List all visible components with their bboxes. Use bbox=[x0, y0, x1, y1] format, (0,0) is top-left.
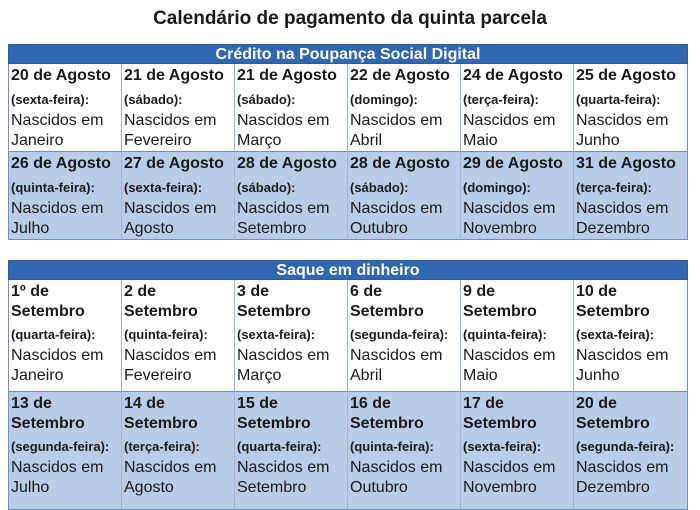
birth-month-label: Nascidos em Julho bbox=[11, 459, 104, 496]
cash-cell bbox=[9, 280, 122, 392]
page-title: Calendário de pagamento da quinta parcela bbox=[153, 8, 547, 29]
credit-cell bbox=[348, 64, 461, 152]
credit-cell bbox=[122, 152, 235, 240]
birth-month-label: Nascidos em Setembro bbox=[237, 459, 330, 496]
weekday-label: (terça-feira): bbox=[576, 180, 652, 195]
cash-withdrawal-table bbox=[8, 260, 688, 510]
weekday-label: (sábado): bbox=[350, 180, 409, 195]
weekday-label: (segunda-feira): bbox=[11, 439, 110, 454]
birth-month-label: Nascidos em Novembro bbox=[463, 459, 556, 496]
payment-date: 27 de Agosto bbox=[124, 155, 224, 172]
birth-month-label: Nascidos em Maio bbox=[463, 112, 556, 149]
weekday-label: (quinta-feira): bbox=[350, 439, 434, 454]
birth-month-label: Nascidos em Fevereiro bbox=[124, 112, 217, 149]
weekday-label: (sábado): bbox=[237, 180, 296, 195]
payment-date: 21 de Agosto bbox=[124, 67, 224, 84]
weekday-label: (domingo): bbox=[350, 92, 418, 107]
weekday-label: (quarta-feira): bbox=[11, 327, 96, 342]
birth-month-label: Nascidos em Julho bbox=[11, 200, 104, 237]
cash-cell bbox=[574, 392, 687, 510]
weekday-label: (segunda-feira): bbox=[350, 327, 449, 342]
weekday-label: (domingo): bbox=[463, 180, 531, 195]
weekday-label: (segunda-feira): bbox=[576, 439, 675, 454]
credit-cell bbox=[235, 64, 348, 152]
payment-date: 16 de Setembro bbox=[350, 395, 424, 432]
payment-date: 17 de Setembro bbox=[463, 395, 537, 432]
payment-date: 21 de Agosto bbox=[237, 67, 337, 84]
birth-month-label: Nascidos em Março bbox=[237, 112, 330, 149]
birth-month-label: Nascidos em Fevereiro bbox=[124, 347, 217, 384]
payment-date: 3 de Setembro bbox=[237, 283, 311, 320]
credit-grid bbox=[8, 64, 688, 240]
credit-cell bbox=[9, 152, 122, 240]
cash-cell bbox=[574, 280, 687, 392]
payment-date: 9 de Setembro bbox=[463, 283, 537, 320]
weekday-label: (sexta-feira): bbox=[463, 439, 542, 454]
birth-month-label: Nascidos em Agosto bbox=[124, 200, 217, 237]
payment-date: 28 de Agosto bbox=[237, 155, 337, 172]
payment-date: 26 de Agosto bbox=[11, 155, 111, 172]
credit-cell bbox=[122, 64, 235, 152]
weekday-label: (sábado): bbox=[124, 92, 183, 107]
birth-month-label: Nascidos em Maio bbox=[463, 347, 556, 384]
payment-date: 6 de Setembro bbox=[350, 283, 424, 320]
birth-month-label: Nascidos em Dezembro bbox=[576, 200, 669, 237]
credit-cell bbox=[574, 64, 687, 152]
weekday-label: (sábado): bbox=[237, 92, 296, 107]
weekday-label: (terça-feira): bbox=[463, 92, 539, 107]
payment-date: 20 de Setembro bbox=[576, 395, 650, 432]
cash-cell bbox=[122, 280, 235, 392]
birth-month-label: Nascidos em Janeiro bbox=[11, 347, 104, 384]
cash-cell bbox=[235, 392, 348, 510]
credit-calendar-table bbox=[8, 44, 688, 240]
payment-date: 31 de Agosto bbox=[576, 155, 676, 172]
payment-date: 28 de Agosto bbox=[350, 155, 450, 172]
birth-month-label: Nascidos em Outubro bbox=[350, 459, 443, 496]
weekday-label: (quinta-feira): bbox=[463, 327, 547, 342]
cash-cell bbox=[461, 392, 574, 510]
payment-date: 15 de Setembro bbox=[237, 395, 311, 432]
cash-section-header: Saque em dinheiro bbox=[8, 260, 688, 280]
credit-cell bbox=[461, 152, 574, 240]
birth-month-label: Nascidos em Abril bbox=[350, 112, 443, 149]
payment-date: 14 de Setembro bbox=[124, 395, 198, 432]
credit-section-header: Crédito na Poupança Social Digital bbox=[8, 44, 688, 64]
payment-date: 20 de Agosto bbox=[11, 67, 111, 84]
birth-month-label: Nascidos em Junho bbox=[576, 112, 669, 149]
payment-date: 24 de Agosto bbox=[463, 67, 563, 84]
weekday-label: (quarta-feira): bbox=[576, 92, 661, 107]
payment-date: 13 de Setembro bbox=[11, 395, 85, 432]
payment-date: 29 de Agosto bbox=[463, 155, 563, 172]
weekday-label: (sexta-feira): bbox=[11, 92, 90, 107]
cash-cell bbox=[348, 280, 461, 392]
cash-grid bbox=[8, 280, 688, 510]
birth-month-label: Nascidos em Dezembro bbox=[576, 459, 669, 496]
cash-cell bbox=[9, 392, 122, 510]
birth-month-label: Nascidos em Agosto bbox=[124, 459, 217, 496]
weekday-label: (terça-feira): bbox=[124, 439, 200, 454]
credit-cell bbox=[235, 152, 348, 240]
birth-month-label: Nascidos em Novembro bbox=[463, 200, 556, 237]
credit-cell bbox=[348, 152, 461, 240]
payment-date: 25 de Agosto bbox=[576, 67, 676, 84]
weekday-label: (quinta-feira): bbox=[124, 327, 208, 342]
weekday-label: (sexta-feira): bbox=[576, 327, 655, 342]
weekday-label: (quarta-feira): bbox=[237, 439, 322, 454]
cash-cell bbox=[235, 280, 348, 392]
cash-cell bbox=[122, 392, 235, 510]
birth-month-label: Nascidos em Junho bbox=[576, 347, 669, 384]
credit-cell bbox=[574, 152, 687, 240]
weekday-label: (quinta-feira): bbox=[11, 180, 95, 195]
weekday-label: (sexta-feira): bbox=[124, 180, 203, 195]
birth-month-label: Nascidos em Abril bbox=[350, 347, 443, 384]
payment-date: 10 de Setembro bbox=[576, 283, 650, 320]
birth-month-label: Nascidos em Setembro bbox=[237, 200, 330, 237]
payment-date: 2 de Setembro bbox=[124, 283, 198, 320]
weekday-label: (sexta-feira): bbox=[237, 327, 316, 342]
payment-date: 22 de Agosto bbox=[350, 67, 450, 84]
cash-cell bbox=[348, 392, 461, 510]
credit-cell bbox=[9, 64, 122, 152]
cash-cell bbox=[461, 280, 574, 392]
birth-month-label: Nascidos em Janeiro bbox=[11, 112, 104, 149]
payment-date: 1º de Setembro bbox=[11, 283, 85, 320]
credit-cell bbox=[461, 64, 574, 152]
birth-month-label: Nascidos em Outubro bbox=[350, 200, 443, 237]
birth-month-label: Nascidos em Março bbox=[237, 347, 330, 384]
